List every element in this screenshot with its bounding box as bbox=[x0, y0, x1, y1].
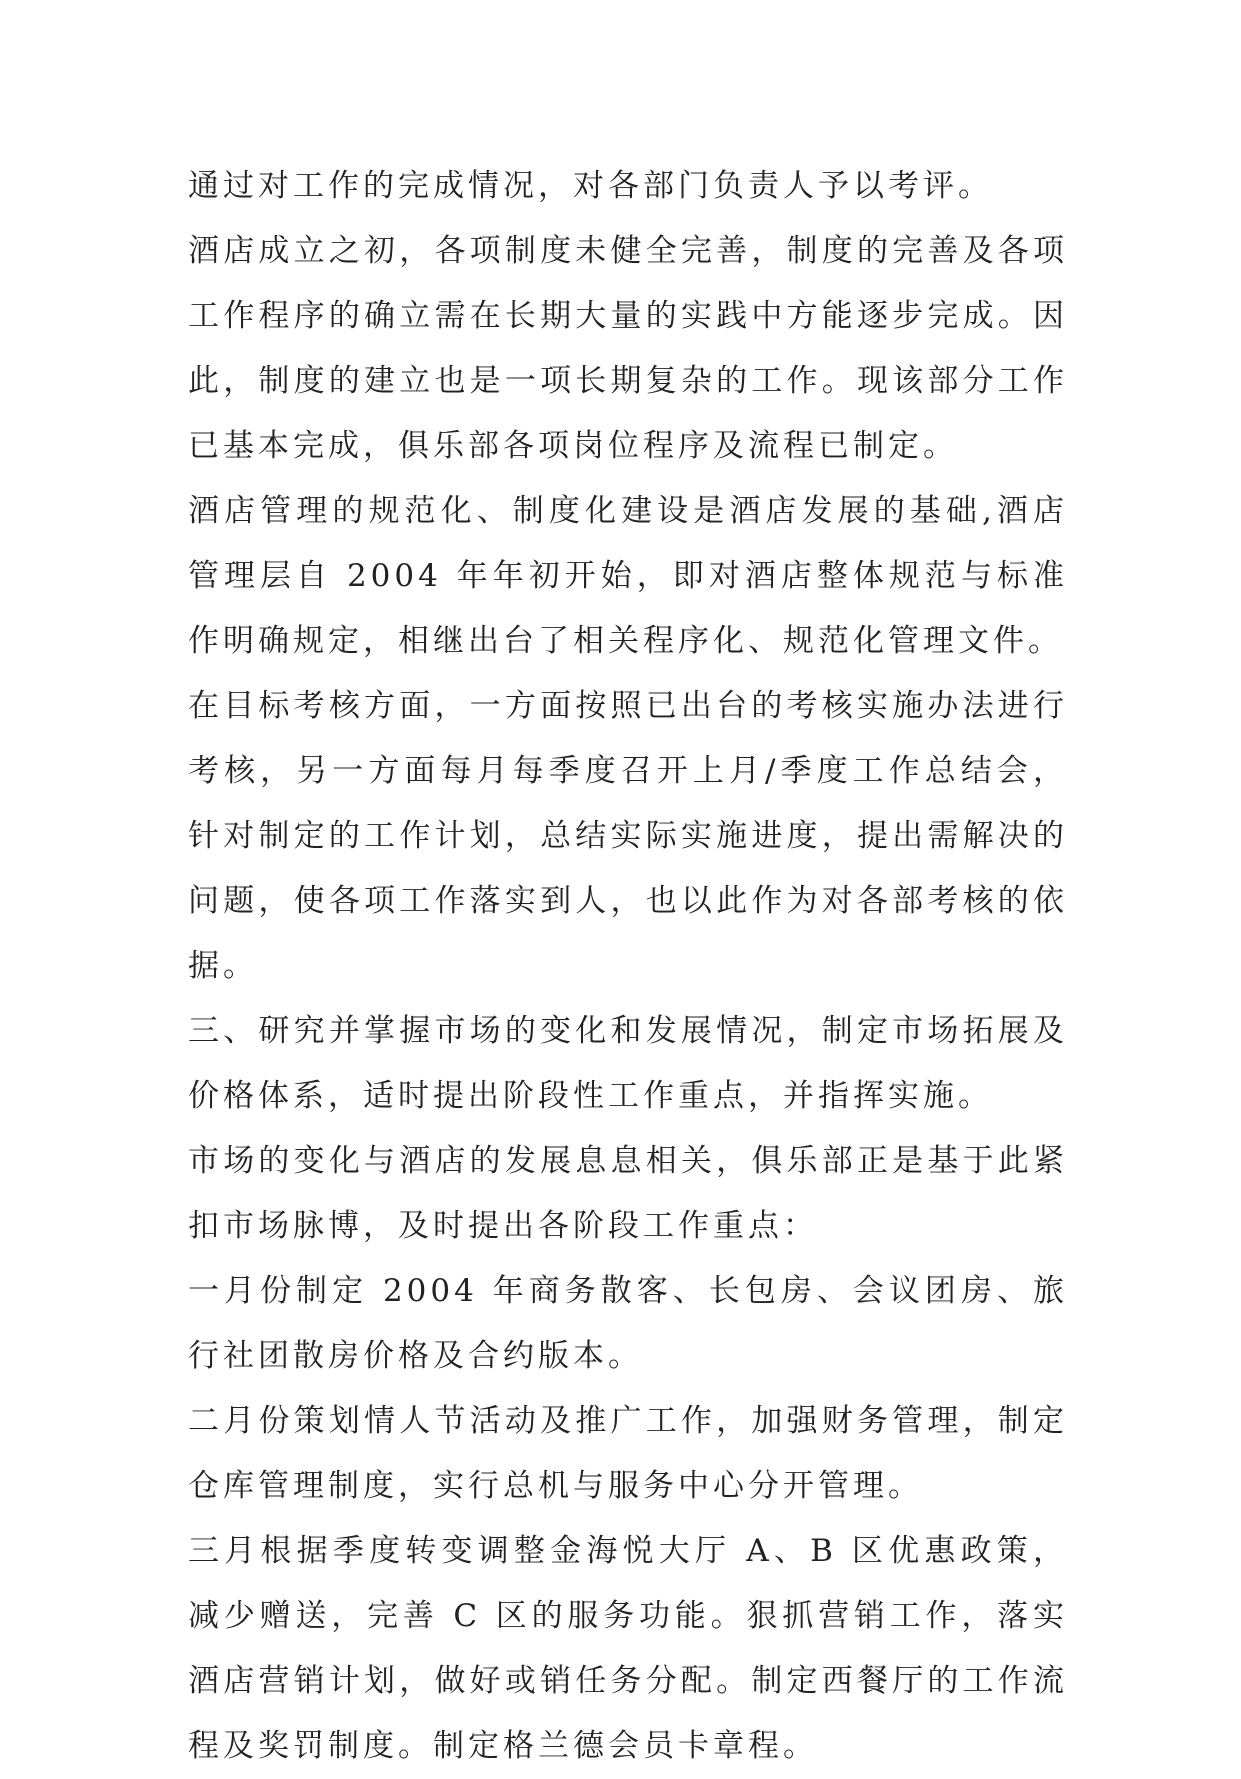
paragraph: 在目标考核方面，一方面按照已出台的考核实施办法进行考核，另一方面每月每季度召开上月/季度工作总结会，针对制定的工作计划，总结实际实施进度，提出需解决的问题，使各项工作落实到人，也以此作为对各部考核的依据。 bbox=[188, 688, 1068, 984]
paragraph: 通过对工作的完成情况，对各部门负责人予以考评。 bbox=[188, 168, 993, 204]
paragraph: 二月份策划情人节活动及推广工作，加强财务管理，制定仓库管理制度，实行总机与服务中心分开管理。 bbox=[188, 1403, 1068, 1504]
paragraph: 三、研究并掌握市场的变化和发展情况，制定市场拓展及价格体系，适时提出阶段性工作重点，并指挥实施。 bbox=[188, 1013, 1068, 1114]
paragraph: 市场的变化与酒店的发展息息相关，俱乐部正是基于此紧扣市场脉博，及时提出各阶段工作重点： bbox=[188, 1143, 1068, 1244]
paragraph: 酒店成立之初，各项制度未健全完善，制度的完善及各项工作程序的确立需在长期大量的实践中方能逐步完成。因此，制度的建立也是一项长期复杂的工作。现该部分工作已基本完成，俱乐部各项岗位程序及流程已制定。 bbox=[188, 233, 1068, 464]
document-body bbox=[188, 154, 1068, 1779]
paragraph: 三月根据季度转变调整金海悦大厅 A、B 区优惠政策，减少赠送，完善 C 区的服务功能。狠抓营销工作，落实酒店营销计划，做好或销任务分配。制定西餐厅的工作流程及奖罚制度。制定格兰德会员卡章程。 bbox=[188, 1533, 1068, 1764]
paragraph: 一月份制定 2004 年商务散客、长包房、会议团房、旅行社团散房价格及合约版本。 bbox=[188, 1273, 1068, 1374]
paragraph: 酒店管理的规范化、制度化建设是酒店发展的基础,酒店管理层自 2004 年年初开始，即对酒店整体规范与标准作明确规定，相继出台了相关程序化、规范化管理文件。 bbox=[188, 493, 1068, 659]
